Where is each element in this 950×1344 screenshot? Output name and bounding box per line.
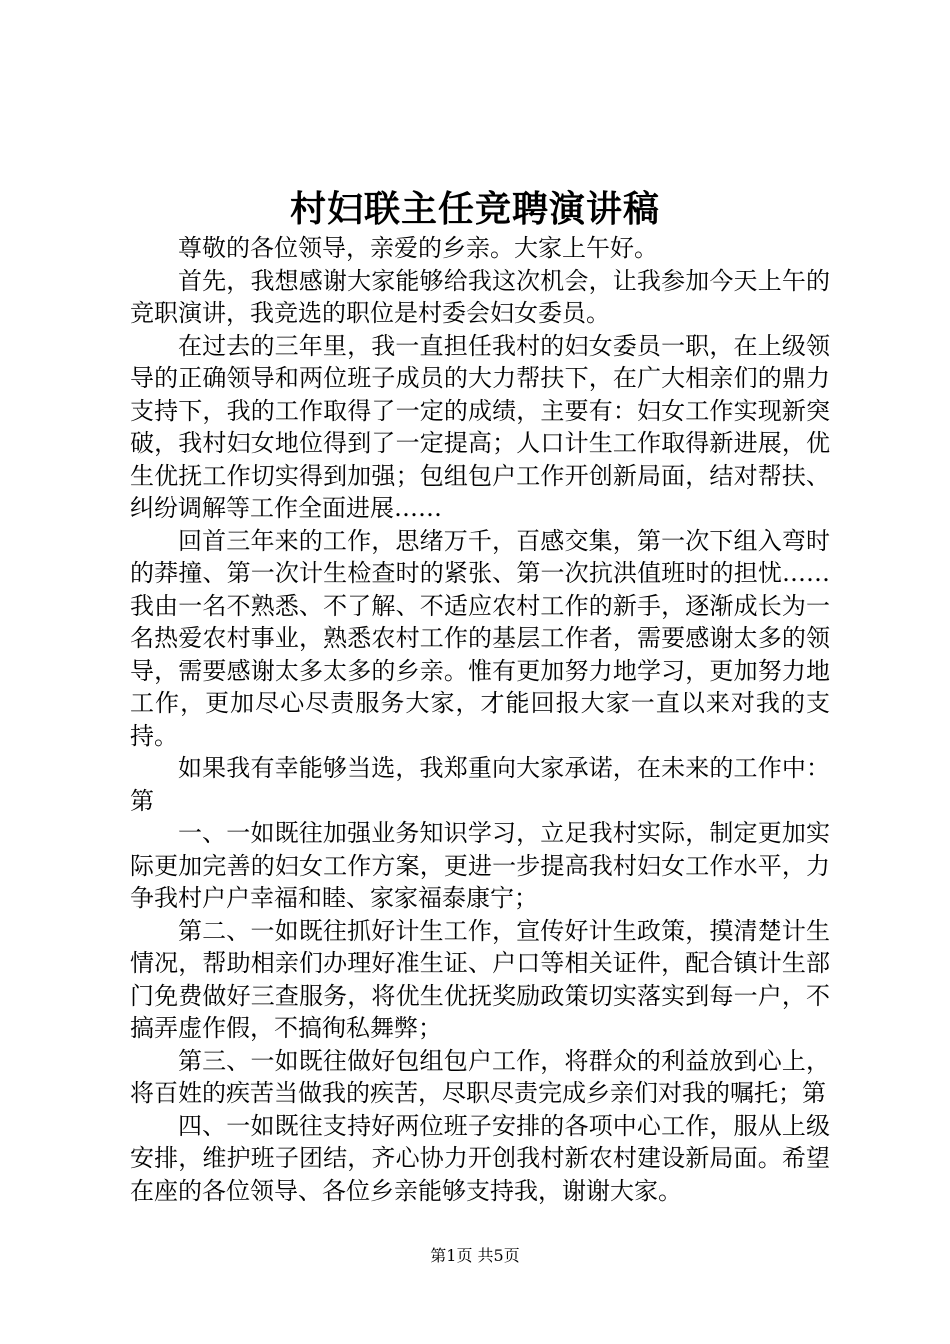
paragraph-promise-three: 第三、一如既往做好包组包户工作，将群众的利益放到心上，将百姓的疾苦当做我的疾苦，尽职尽责完成乡亲们对我的嘱托；第 (130, 1046, 830, 1107)
page-number-footer: 第1页 共5页 (430, 1246, 520, 1265)
paragraph-promise-two: 第二、一如既往抓好计生工作，宣传好计生政策，摸清楚计生情况，帮助相亲们办理好准生证、户口等相关证件，配合镇计生部门免费做好三查服务，将优生优抚奖励政策切实落实到每一户，不搞弄虚作假，不搞徇私舞弊； (130, 916, 830, 1042)
document-title: 村妇联主任竞聘演讲稿 (289, 188, 660, 230)
paragraph-promise-intro: 如果我有幸能够当选，我郑重向大家承诺，在未来的工作中：第 (130, 754, 830, 815)
document-body (130, 232, 830, 1207)
paragraph-promise-one: 一、一如既往加强业务知识学习，立足我村实际，制定更加实际更加完善的妇女工作方案，更进一步提高我村妇女工作水平，力争我村户户幸福和睦、家家福泰康宁； (130, 819, 830, 912)
paragraph-greeting: 尊敬的各位领导，亲爱的乡亲。大家上午好。 (178, 234, 658, 262)
paragraph-reflection: 回首三年来的工作，思绪万千，百感交集，第一次下组入弯时的莽撞、第一次计生检查时的紧张、第一次抗洪值班时的担忧……我由一名不熟悉、不了解、不适应农村工作的新手，逐渐成长为一名热爱农村事业，熟悉农村工作的基层工作者，需要感谢太多的领导，需要感谢太多太多的乡亲。惟有更加努力地学习，更加努力地工作，更加尽心尽责服务大家，才能回报大家一直以来对我的支持。 (130, 526, 830, 750)
paragraph-past-work: 在过去的三年里，我一直担任我村的妇女委员一职，在上级领导的正确领导和两位班子成员的大力帮扶下，在广大相亲们的鼎力支持下，我的工作取得了一定的成绩，主要有：妇女工作实现新突破，我村妇女地位得到了一定提高；人口计生工作取得新进展，优生优抚工作切实得到加强；包组包户工作开创新局面，结对帮扶、纠纷调解等工作全面进展…… (130, 331, 830, 522)
paragraph-promise-four: 四、一如既往支持好两位班子安排的各项中心工作，服从上级安排，维护班子团结，齐心协力开创我村新农村建设新局面。希望在座的各位领导、各位乡亲能够支持我，谢谢大家。 (130, 1111, 830, 1205)
paragraph-introduction: 首先，我想感谢大家能够给我这次机会，让我参加今天上午的竞职演讲，我竞选的职位是村委会妇女委员。 (130, 266, 830, 327)
